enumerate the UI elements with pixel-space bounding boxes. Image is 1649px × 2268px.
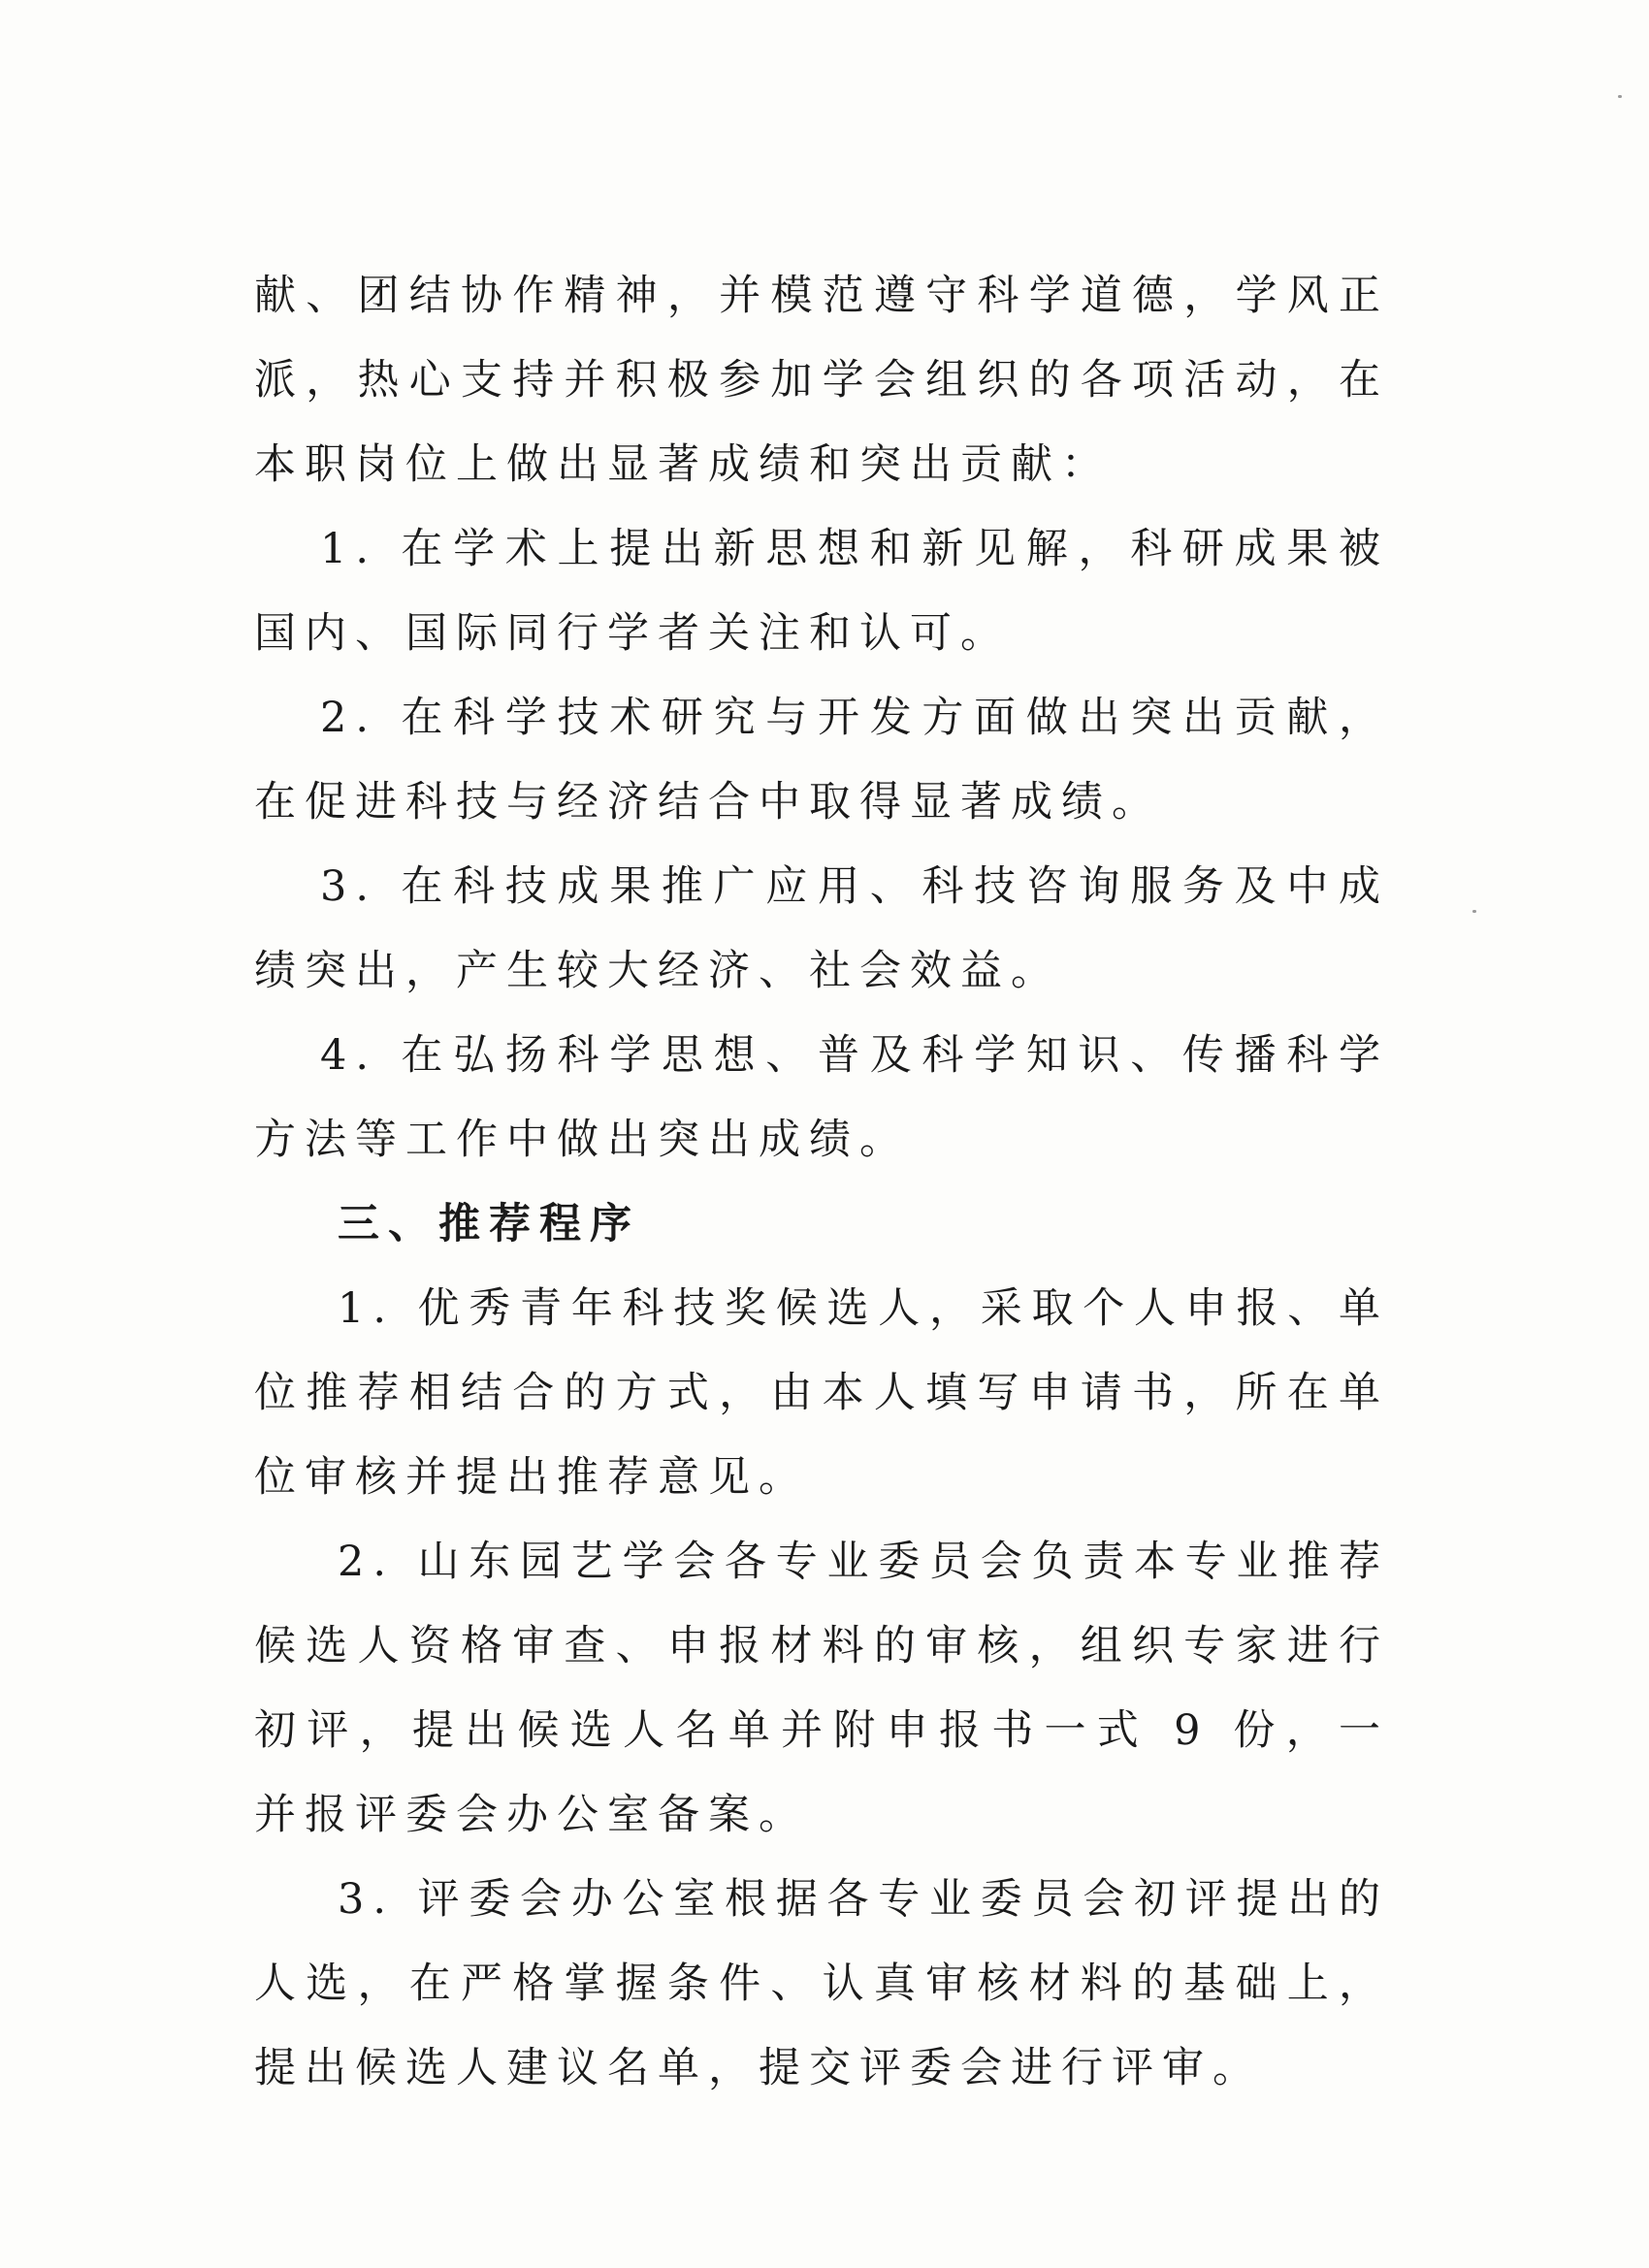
section-heading: 三、推荐程序 xyxy=(338,1200,640,1248)
section-paragraph-2: 2. 山东园艺学会各专业委员会负责本专业推荐候选人资格审查、申报材料的审核，组织专家进行初评，提出候选人名单并附申报书一式 9 份，一并报评委会办公室备案。 xyxy=(254,1538,1389,1839)
scan-speck xyxy=(1472,910,1476,913)
paragraph-item-4: 4. 在弘扬科学思想、普及科学知识、传播科学方法等工作中做出突出成绩。 xyxy=(254,1031,1389,1164)
scan-speck xyxy=(1618,95,1622,98)
paragraph-item-3: 3. 在科技成果推广应用、科技咨询服务及中成绩突出，产生较大经济、社会效益。 xyxy=(254,862,1389,995)
section-paragraph-1: 1. 优秀青年科技奖候选人，采取个人申报、单位推荐相结合的方式，由本人填写申请书，所在单位审核并提出推荐意见。 xyxy=(254,1284,1389,1502)
section-paragraph-3: 3. 评委会办公室根据各专业委员会初评提出的人选，在严格掌握条件、认真审核材料的基础上，提出候选人建议名单，提交评委会进行评审。 xyxy=(254,1875,1389,2092)
paragraph-item-2: 2. 在科学技术研究与开发方面做出突出贡献，在促进科技与经济结合中取得显著成绩。 xyxy=(254,694,1389,826)
paragraph-intro: 献、团结协作精神，并模范遵守科学道德，学风正派，热心支持并积极参加学会组织的各项活动，在本职岗位上做出显著成绩和突出贡献： xyxy=(254,272,1389,489)
paragraph-item-1: 1. 在学术上提出新思想和新见解，科研成果被国内、国际同行学者关注和认可。 xyxy=(254,525,1389,658)
document-body xyxy=(254,254,1389,2111)
